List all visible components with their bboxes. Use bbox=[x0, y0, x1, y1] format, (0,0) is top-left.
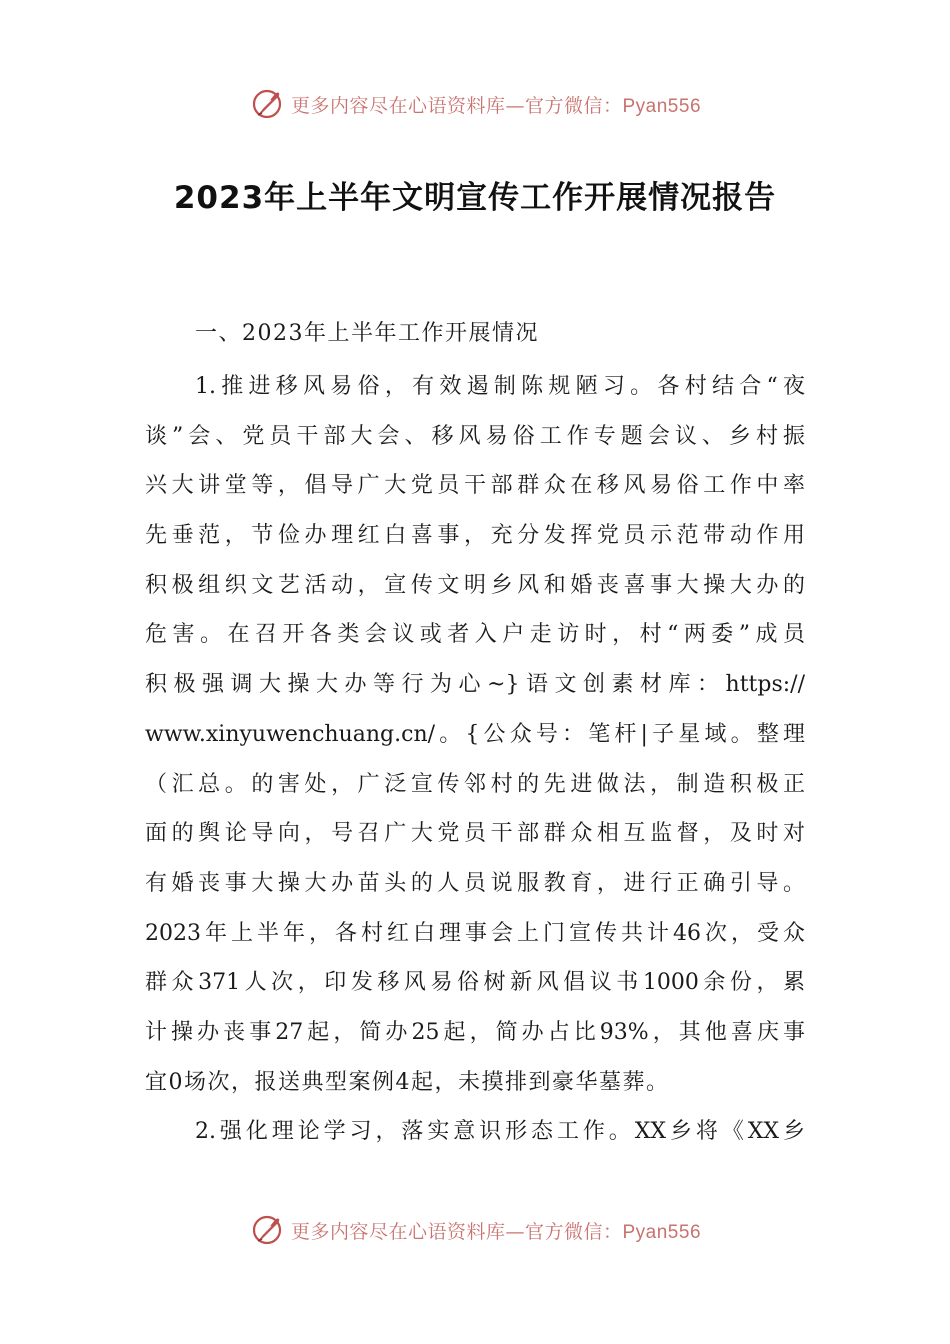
paragraph-line: 2023年上半年，各村红白理事会上门宣传共计46次，受众 bbox=[145, 920, 805, 946]
paragraph-line: 2.强化理论学习，落实意识形态工作。XX乡将《XX乡 bbox=[195, 1119, 805, 1145]
paragraph-line: 积极组织文艺活动，宣传文明乡风和婚丧喜事大操大办的 bbox=[145, 572, 805, 598]
paragraph-line: 群众371人次，印发移风易俗树新风倡议书1000余份，累 bbox=[145, 970, 805, 996]
banner-text: 更多内容尽在心语资料库—官方微信：Pyan556 bbox=[290, 94, 702, 117]
section-heading: 一、2023年上半年工作开展情况 bbox=[195, 321, 539, 346]
document-title: 2023年上半年文明宣传工作开展情况报告 bbox=[173, 180, 777, 216]
paragraph-line: 1.推进移风易俗，有效遏制陈规陋习。各村结合“夜 bbox=[195, 374, 805, 399]
paragraph-line: 宜0场次，报送典型案例4起，未摸排到豪华墓葬。 bbox=[145, 1069, 670, 1095]
paragraph-line: 先垂范，节俭办理红白喜事，充分发挥党员示范带动作用 bbox=[145, 523, 805, 549]
quill-pen-logo-icon bbox=[249, 1212, 285, 1248]
paragraph-line: www.xinyuwenchuang.cn/。{公众号：笔杆|子星域。整理 bbox=[145, 721, 805, 747]
paragraph-line: 积极强调大操大办等行为心~}语文创素材库：https:// bbox=[145, 672, 805, 698]
banner-text: 更多内容尽在心语资料库—官方微信：Pyan556 bbox=[290, 1220, 702, 1243]
footer-watermark-banner bbox=[0, 1210, 950, 1250]
paragraph-line: 计操办丧事27起，简办25起，简办占比93%，其他喜庆事 bbox=[145, 1019, 805, 1045]
paragraph-line: 面的舆论导向，号召广大党员干部群众相互监督，及时对 bbox=[145, 821, 805, 847]
document-body bbox=[145, 314, 805, 1157]
quill-pen-logo-icon bbox=[249, 86, 285, 122]
paragraph-line: 危害。在召开各类会议或者入户走访时，村“两委”成员 bbox=[145, 622, 805, 648]
paragraph-line: （汇总。的害处，广泛宣传邻村的先进做法，制造积极正 bbox=[145, 771, 805, 797]
paragraph-1 bbox=[145, 362, 805, 1107]
header-watermark-banner bbox=[0, 84, 950, 124]
paragraph-line: 谈”会、党员干部大会、移风易俗工作专题会议、乡村振 bbox=[145, 423, 805, 449]
paragraph-2 bbox=[145, 1107, 805, 1157]
paragraph-line: 兴大讲堂等，倡导广大党员干部群众在移风易俗工作中率 bbox=[145, 473, 805, 499]
paragraph-line: 有婚丧事大操大办苗头的人员说服教育，进行正确引导。 bbox=[145, 870, 805, 896]
